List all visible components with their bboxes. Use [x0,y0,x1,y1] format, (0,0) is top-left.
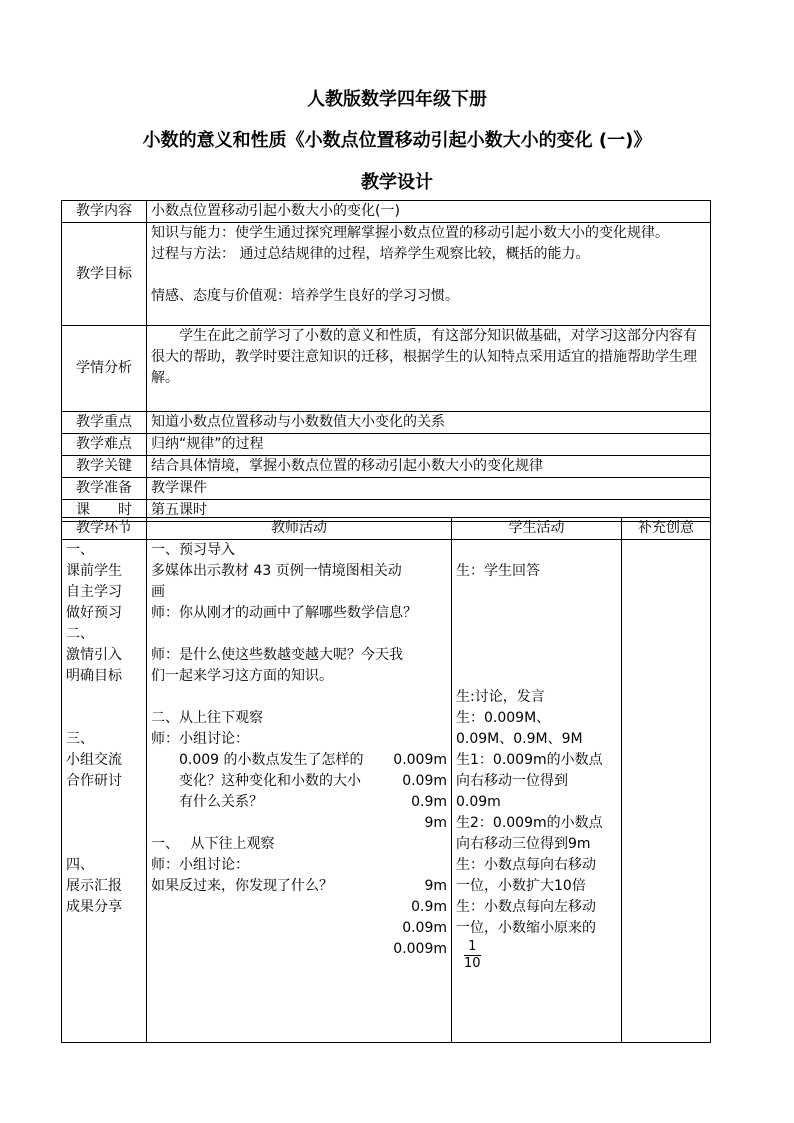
stage-1-line: 自主学习 [66,584,122,600]
teacher-question: 0.009 的小数点发生了怎样的 [179,752,364,768]
stage-cell [62,540,147,1043]
student-line: 一位，小数缩小原来的 [456,920,596,936]
teacher-line [151,792,447,813]
period-label: 课 时 [62,500,147,522]
stage-2-line: 激情引入 [66,647,122,663]
analysis-value [147,326,711,412]
student-line: 生：小数点每向右移动 [456,857,596,873]
stage-1-line: 课前学生 [66,563,122,579]
stage-1-line: 做好预习 [66,605,122,621]
student-line: 0.09m [456,794,501,810]
goal-knowledge: 知识与能力：使学生通过探究理解掌握小数点位置的移动引起小数大小的变化规律。 [151,225,669,241]
analysis-text: 学生在此之前学习了小数的意义和性质，有这部分知识做基础，对学习这部分内容有很大的帮助，教学时要注意知识的迁移，根据学生的认知特点采用适宜的措施帮助学生理解。 [151,328,697,386]
teacher-question: 变化？这种变化和小数的大小 [179,773,361,789]
stage-4-line: 展示汇报 [66,878,122,894]
teacher-heading: 一、 从下往上观察 [151,836,275,852]
teacher-line [151,750,447,771]
student-line: 一位，小数扩大10倍 [456,878,586,894]
student-line: 生2：0.009m的小数点 [456,815,603,831]
stage-3-line: 小组交流 [66,752,122,768]
teacher-heading: 二、从上往下观察 [151,710,263,726]
teaching-process-table [61,517,711,1043]
lesson-title: 小数的意义和性质《小数点位置移动引起小数大小的变化 (一)》 [142,130,652,151]
content-label: 教学内容 [62,201,147,223]
student-line: 生:讨论，发言 [456,689,545,705]
teacher-line [151,876,447,897]
header-stage: 教学环节 [62,518,147,540]
prep-label: 教学准备 [62,478,147,500]
goal-attitude: 情感、态度与价值观：培养学生良好的学习习惯。 [151,288,459,304]
teacher-line: 多媒体出示教材 43 页例一情境图相关动 [151,563,402,579]
difficulty-value: 归纳“规律”的过程 [147,434,711,456]
analysis-label: 学情分析 [62,326,147,412]
teacher-line: 们一起来学习这方面的知识。 [151,668,333,684]
key-label: 教学关键 [62,456,147,478]
measure-value: 0.9m [411,899,447,915]
student-line: 生：0.009M、 [456,710,551,726]
measure-value: 9m [424,815,447,831]
header-extra: 补充创意 [622,518,711,540]
period-value: 第五课时 [147,500,711,522]
teacher-line: 师：你从刚才的动画中了解哪些数学信息？ [151,605,417,621]
fraction [464,939,481,972]
student-line: 0.09M、0.9M、9M [456,731,583,747]
measure-value: 0.9m [411,794,447,810]
student-activity-cell [452,540,622,1043]
stage-2-number: 二、 [66,626,94,642]
teacher-line: 师：小组讨论： [151,731,249,747]
teacher-question: 有什么关系？ [179,794,263,810]
header-student: 学生活动 [452,518,622,540]
goal-value [147,223,711,326]
student-line: 生：学生回答 [456,563,540,579]
measure-value: 9m [424,878,447,894]
extra-ideas-cell [622,540,711,1043]
key-value: 结合具体情境，掌握小数点位置的移动引起小数大小的变化规律 [147,456,711,478]
focus-label: 教学重点 [62,412,147,434]
document-title: 人教版数学四年级下册 [307,89,487,110]
stage-3-line: 合作研讨 [66,773,122,789]
stage-3-number: 三、 [66,731,94,747]
teacher-heading: 一、预习导入 [151,542,235,558]
teacher-activity-cell [147,540,452,1043]
student-line: 向右移动一位得到 [456,773,568,789]
measure-value: 0.09m [402,773,447,789]
measure-value: 0.09m [402,920,447,936]
measure-value: 0.009m [393,941,447,957]
prep-value: 教学课件 [147,478,711,500]
teacher-line: 师：小组讨论： [151,857,249,873]
measure-value: 0.009m [393,752,447,768]
fraction-numerator: 1 [464,939,481,956]
focus-value: 知道小数点位置移动与小数数值大小变化的关系 [147,412,711,434]
goal-process: 过程与方法： 通过总结规律的过程，培养学生观察比较，概括的能力。 [151,246,590,262]
goal-label: 教学目标 [62,223,147,326]
student-line: 生：小数点每向左移动 [456,899,596,915]
lesson-info-table [61,200,711,522]
stage-4-line: 成果分享 [66,899,122,915]
document-subtitle: 教学设计 [361,172,433,193]
content-value: 小数点位置移动引起小数大小的变化(一) [147,201,711,223]
stage-1-number: 一、 [66,542,94,558]
student-line: 向右移动三位得到9m [456,836,591,852]
student-line: 生1：0.009m的小数点 [456,752,603,768]
teacher-line: 师：是什么使这些数越变越大呢？今天我 [151,647,403,663]
difficulty-label: 教学难点 [62,434,147,456]
fraction-denominator: 10 [464,956,481,971]
teacher-question: 如果反过来，你发现了什么？ [151,878,333,894]
stage-4-number: 四、 [66,857,94,873]
teacher-line: 画 [151,584,165,600]
teacher-line [151,771,447,792]
header-teacher: 教师活动 [147,518,452,540]
stage-2-line: 明确目标 [66,668,122,684]
